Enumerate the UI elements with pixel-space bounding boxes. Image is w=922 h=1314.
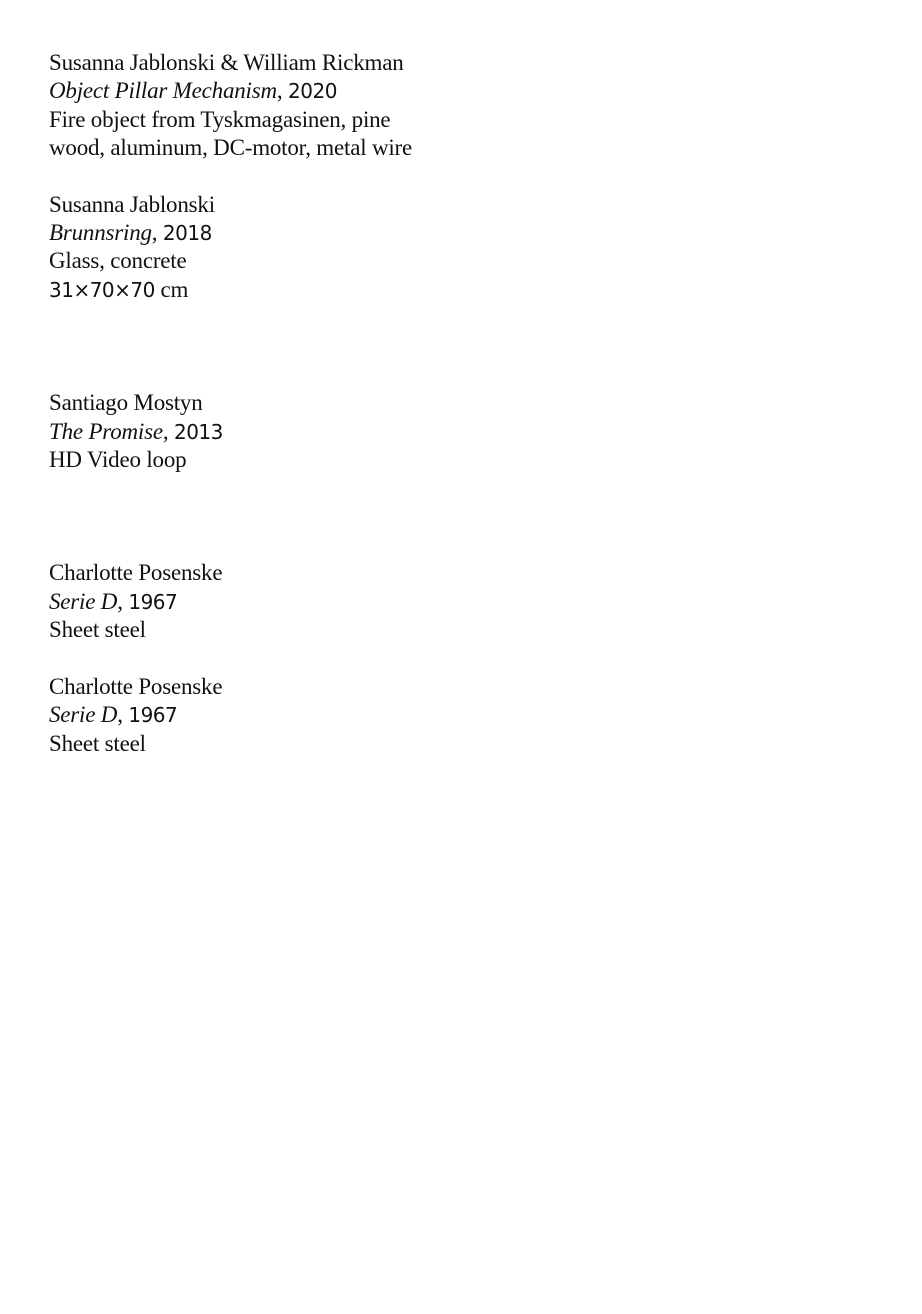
artwork-title: The Promise — [49, 418, 163, 444]
artwork-year: 2013 — [173, 419, 223, 444]
artwork-entry — [49, 673, 869, 758]
artwork-year: 1967 — [128, 589, 178, 614]
artwork-entry — [49, 559, 869, 644]
title-line — [49, 219, 869, 247]
title-separator: , — [162, 418, 169, 444]
artwork-year: 2018 — [162, 221, 212, 246]
artwork-title: Brunnsring — [49, 220, 152, 246]
artwork-year: 1967 — [128, 703, 178, 728]
artist-name: Santiago Mostyn — [49, 390, 203, 416]
artwork-dimensions — [49, 276, 869, 304]
title-separator: , — [117, 588, 123, 614]
dimensions-unit: cm — [160, 276, 189, 302]
artwork-year: 2020 — [288, 79, 337, 104]
artist-name: Charlotte Posenske — [49, 560, 223, 586]
artwork-list — [49, 49, 869, 758]
title-line — [49, 588, 869, 616]
dimensions-value: 31×70×70 — [49, 277, 155, 302]
title-separator: , — [151, 220, 158, 246]
title-line — [49, 77, 869, 105]
artwork-material: wood, aluminum, DC-motor, metal wire — [49, 135, 413, 161]
title-line — [49, 701, 869, 729]
artwork-material: Fire object from Tyskmagasinen, pine — [49, 106, 391, 132]
artist-name: Charlotte Posenske — [49, 673, 223, 699]
artwork-material: HD Video loop — [49, 447, 187, 473]
artwork-material: Sheet steel — [49, 617, 146, 643]
artwork-title: Serie D — [49, 588, 118, 614]
artwork-title: Object Pillar Mechanism — [49, 78, 277, 104]
artwork-entry — [49, 191, 869, 305]
title-line — [49, 418, 869, 446]
artwork-material: Glass, concrete — [49, 248, 187, 274]
title-separator: , — [276, 78, 283, 104]
artist-name: Susanna Jablonski — [49, 191, 215, 217]
artwork-title: Serie D — [49, 702, 118, 728]
artist-name: Susanna Jablonski & William Rickman — [49, 50, 404, 75]
title-separator: , — [117, 702, 123, 728]
artwork-material: Sheet steel — [49, 730, 146, 756]
artwork-entry — [49, 389, 869, 474]
artwork-entry — [49, 49, 869, 163]
